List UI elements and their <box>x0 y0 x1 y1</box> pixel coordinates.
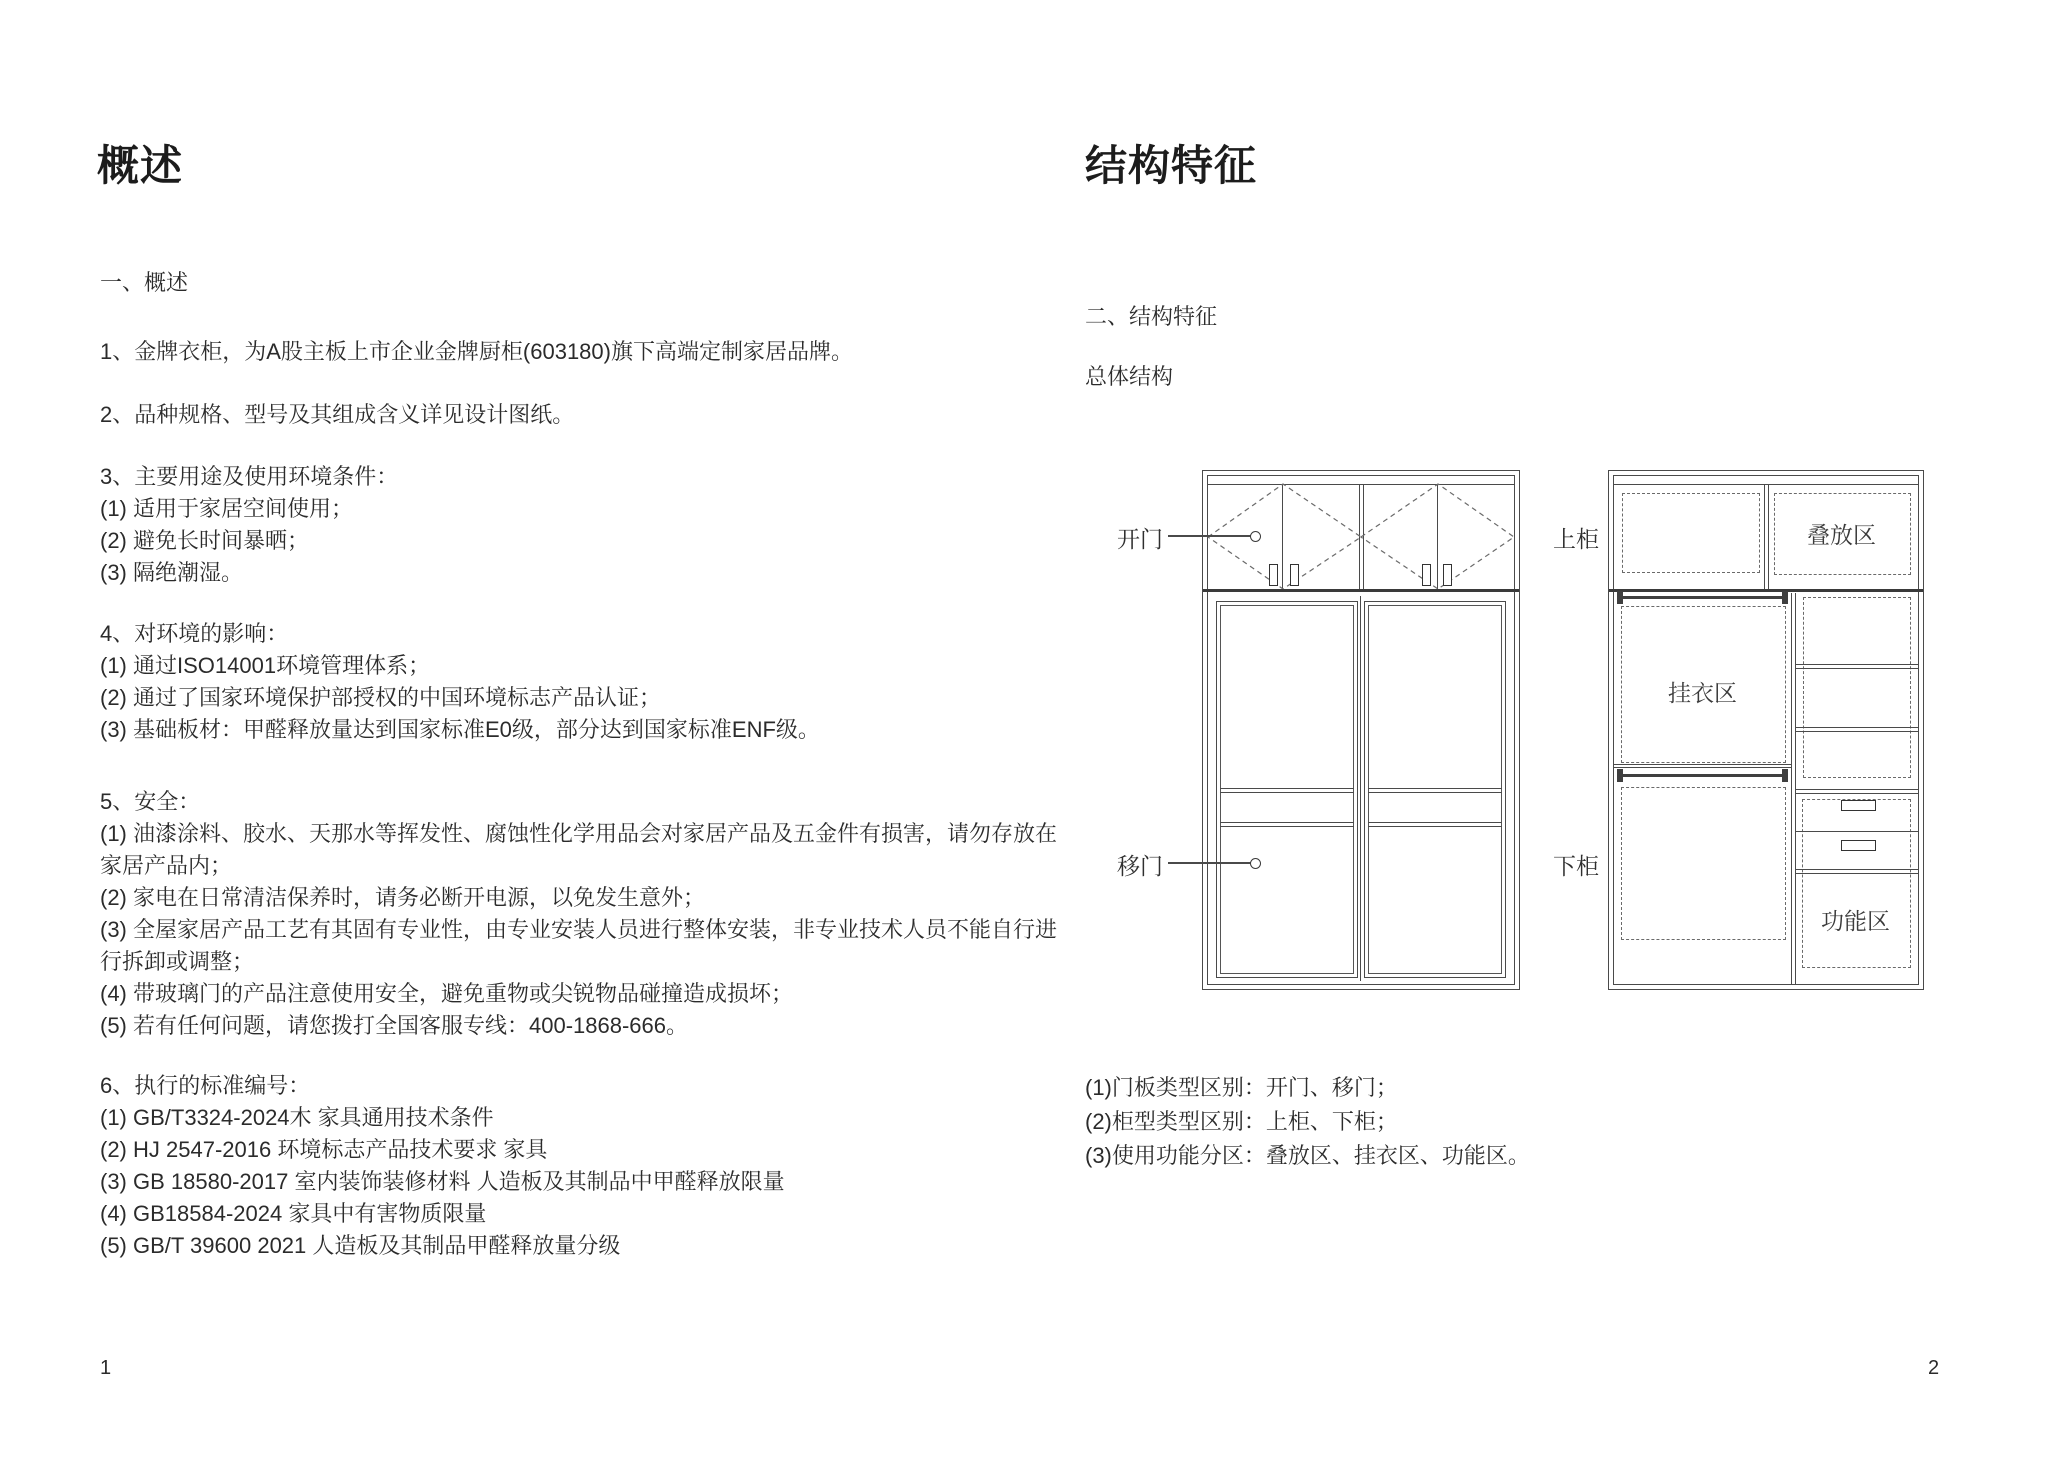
paragraph-line: (5) 若有任何问题，请您拨打全国客服专线：400-1868-666。 <box>100 1013 689 1038</box>
paragraph-line: (3) 基础板材：甲醛释放量达到国家标准E0级，部分达到国家标准ENF级。 <box>100 717 820 742</box>
shelf-line <box>1795 731 1918 732</box>
panel-band-line <box>1368 826 1502 827</box>
paragraph-line: 一、概述 <box>100 270 189 295</box>
panel-band-line <box>1220 792 1354 793</box>
paragraph-line: (1) 通过ISO14001环境管理体系； <box>100 653 431 678</box>
panel-band-line <box>1220 822 1354 823</box>
upper-cabinet-ceiling-line <box>1614 484 1918 485</box>
drawer-handle <box>1841 800 1876 811</box>
wardrobe-zone-diagram <box>1608 470 1924 990</box>
shelf-zone-dashed-area <box>1803 597 1911 778</box>
sliding-door-leader-dot <box>1250 858 1261 869</box>
note-line: (1)门板类型区别：开门、移门； <box>1085 1075 1398 1100</box>
paragraph-line: (2) 避免长时间暴晒； <box>100 528 310 553</box>
paragraph-line: 家居产品内； <box>100 853 233 878</box>
drawer-handle <box>1841 840 1876 851</box>
paragraph-line: (5) GB/T 39600 2021 人造板及其制品甲醛释放量分级 <box>100 1233 621 1258</box>
open-door-leader-line <box>1168 535 1252 537</box>
paragraph-line: 1、金牌衣柜，为A股主板上市企业金牌厨柜(603180)旗下高端定制家居品牌。 <box>100 339 853 364</box>
paragraph-line: (2) 通过了国家环境保护部授权的中国环境标志产品认证； <box>100 685 662 710</box>
panel-band-line <box>1368 792 1502 793</box>
paragraph-line: (2) 家电在日常清洁保养时，请务必断开电源，以免发生意外； <box>100 885 706 910</box>
note-line: (2)柜型类型区别：上柜、下柜； <box>1085 1109 1398 1134</box>
hanging-zone-shelf-line <box>1614 764 1791 765</box>
shelf-line <box>1795 664 1918 665</box>
page-number-left: 1 <box>100 1357 112 1379</box>
wardrobe-door-type-diagram <box>1202 470 1520 990</box>
paragraph-line: (3) GB 18580-2017 室内装饰装修材料 人造板及其制品中甲醛释放限量 <box>100 1169 785 1194</box>
paragraph-line: (3) 隔绝潮湿。 <box>100 560 244 585</box>
hanging-zone-dashed-area <box>1621 787 1786 940</box>
safety-group <box>100 786 1057 1042</box>
paragraph-line: 6、执行的标准编号： <box>100 1073 311 1098</box>
hanging-zone-label: 挂衣区 <box>1668 680 1737 706</box>
hanging-rod <box>1617 596 1788 599</box>
door-handle <box>1422 564 1431 586</box>
upper-compartment-divider <box>1764 484 1765 589</box>
page-number-right: 2 <box>1928 1357 1940 1379</box>
sliding-door-center-track-line <box>1360 596 1361 981</box>
shelf-line <box>1795 668 1918 669</box>
open-door-label: 开门 <box>1117 526 1163 552</box>
hanging-rod-bracket <box>1782 591 1788 604</box>
structure-notes <box>1085 1071 1530 1173</box>
hanging-zone-shelf-line <box>1614 767 1791 768</box>
stacking-zone-dashed-area <box>1622 493 1760 573</box>
panel-band-line <box>1220 788 1354 789</box>
upper-cabinet-label: 上柜 <box>1553 526 1599 552</box>
usage-conditions-group <box>100 461 398 589</box>
drawer-bottom-line <box>1795 873 1918 874</box>
door-handle <box>1269 564 1278 586</box>
overall-structure-subheading: 总体结构 <box>1085 364 1174 389</box>
page-title-overview: 概述 <box>97 142 184 189</box>
drawer-bottom-line <box>1795 869 1918 870</box>
hanging-rod <box>1617 774 1788 777</box>
standards-group <box>100 1070 785 1262</box>
upper-lower-junction-line <box>1203 589 1519 592</box>
sliding-door-right-panel <box>1364 601 1506 978</box>
paragraph-line: 5、安全： <box>100 789 201 814</box>
structure-section-heading: 二、结构特征 <box>1085 304 1218 329</box>
paragraph-line: (1) GB/T3324-2024木 家具通用技术条件 <box>100 1105 494 1130</box>
paragraph-line: (1) 油漆涂料、胶水、天那水等挥发性、腐蚀性化学用品会对家居产品及五金件有损害，请勿存放在 <box>100 821 1058 846</box>
door-handle <box>1443 564 1452 586</box>
paragraph-line: 2、品种规格、型号及其组成含义详见设计图纸。 <box>100 402 575 427</box>
lower-cabinet-label: 下柜 <box>1553 853 1599 879</box>
paragraph-line: (1) 适用于家居空间使用； <box>100 496 354 521</box>
paragraph-line: (4) 带玻璃门的产品注意使用安全，避免重物或尖锐物品碰撞造成损坏； <box>100 981 794 1006</box>
function-zone-label: 功能区 <box>1821 908 1890 934</box>
paragraph-line: (3) 全屋家居产品工艺有其固有专业性，由专业安装人员进行整体安装，非专业技术人员不能自行进 <box>100 917 1058 942</box>
paragraph-line: (4) GB18584-2024 家具中有害物质限量 <box>100 1201 487 1226</box>
sliding-door-left-panel <box>1216 601 1358 978</box>
panel-band-line <box>1368 822 1502 823</box>
hanging-rod-bracket <box>1782 769 1788 782</box>
shelf-line <box>1795 727 1918 728</box>
note-line: (3)使用功能分区：叠放区、挂衣区、功能区。 <box>1085 1143 1530 1168</box>
drawer-divider-line <box>1795 831 1918 832</box>
open-door-leader-dot <box>1250 531 1261 542</box>
function-zone-dashed-area <box>1802 799 1911 968</box>
door-handle <box>1290 564 1299 586</box>
drawer-top-line <box>1795 789 1918 790</box>
upper-compartment-divider <box>1768 484 1769 589</box>
paragraph-line: 4、对环境的影响： <box>100 621 289 646</box>
drawer-top-line <box>1795 793 1918 794</box>
overview-spec-paragraph <box>100 399 574 431</box>
sliding-door-leader-line <box>1168 862 1252 864</box>
sliding-door-label: 移门 <box>1117 853 1163 879</box>
panel-band-line <box>1220 826 1354 827</box>
stacking-zone-label: 叠放区 <box>1807 522 1876 548</box>
upper-lower-junction-line <box>1609 589 1923 592</box>
sliding-door-panel-inset <box>1368 605 1502 974</box>
overview-section-heading-group <box>100 267 188 299</box>
paragraph-line: 3、主要用途及使用环境条件： <box>100 464 399 489</box>
overview-brand-paragraph <box>100 336 853 368</box>
paragraph-line: 行拆卸或调整； <box>100 949 255 974</box>
sliding-door-panel-inset <box>1220 605 1354 974</box>
environment-impact-group <box>100 618 820 746</box>
page-title-structure: 结构特征 <box>1085 142 1258 189</box>
panel-band-line <box>1368 788 1502 789</box>
paragraph-line: (2) HJ 2547-2016 环境标志产品技术要求 家具 <box>100 1137 548 1162</box>
hanging-rod-bracket <box>1617 769 1623 782</box>
lower-section-divider <box>1791 593 1792 985</box>
hanging-rod-bracket <box>1617 591 1623 604</box>
